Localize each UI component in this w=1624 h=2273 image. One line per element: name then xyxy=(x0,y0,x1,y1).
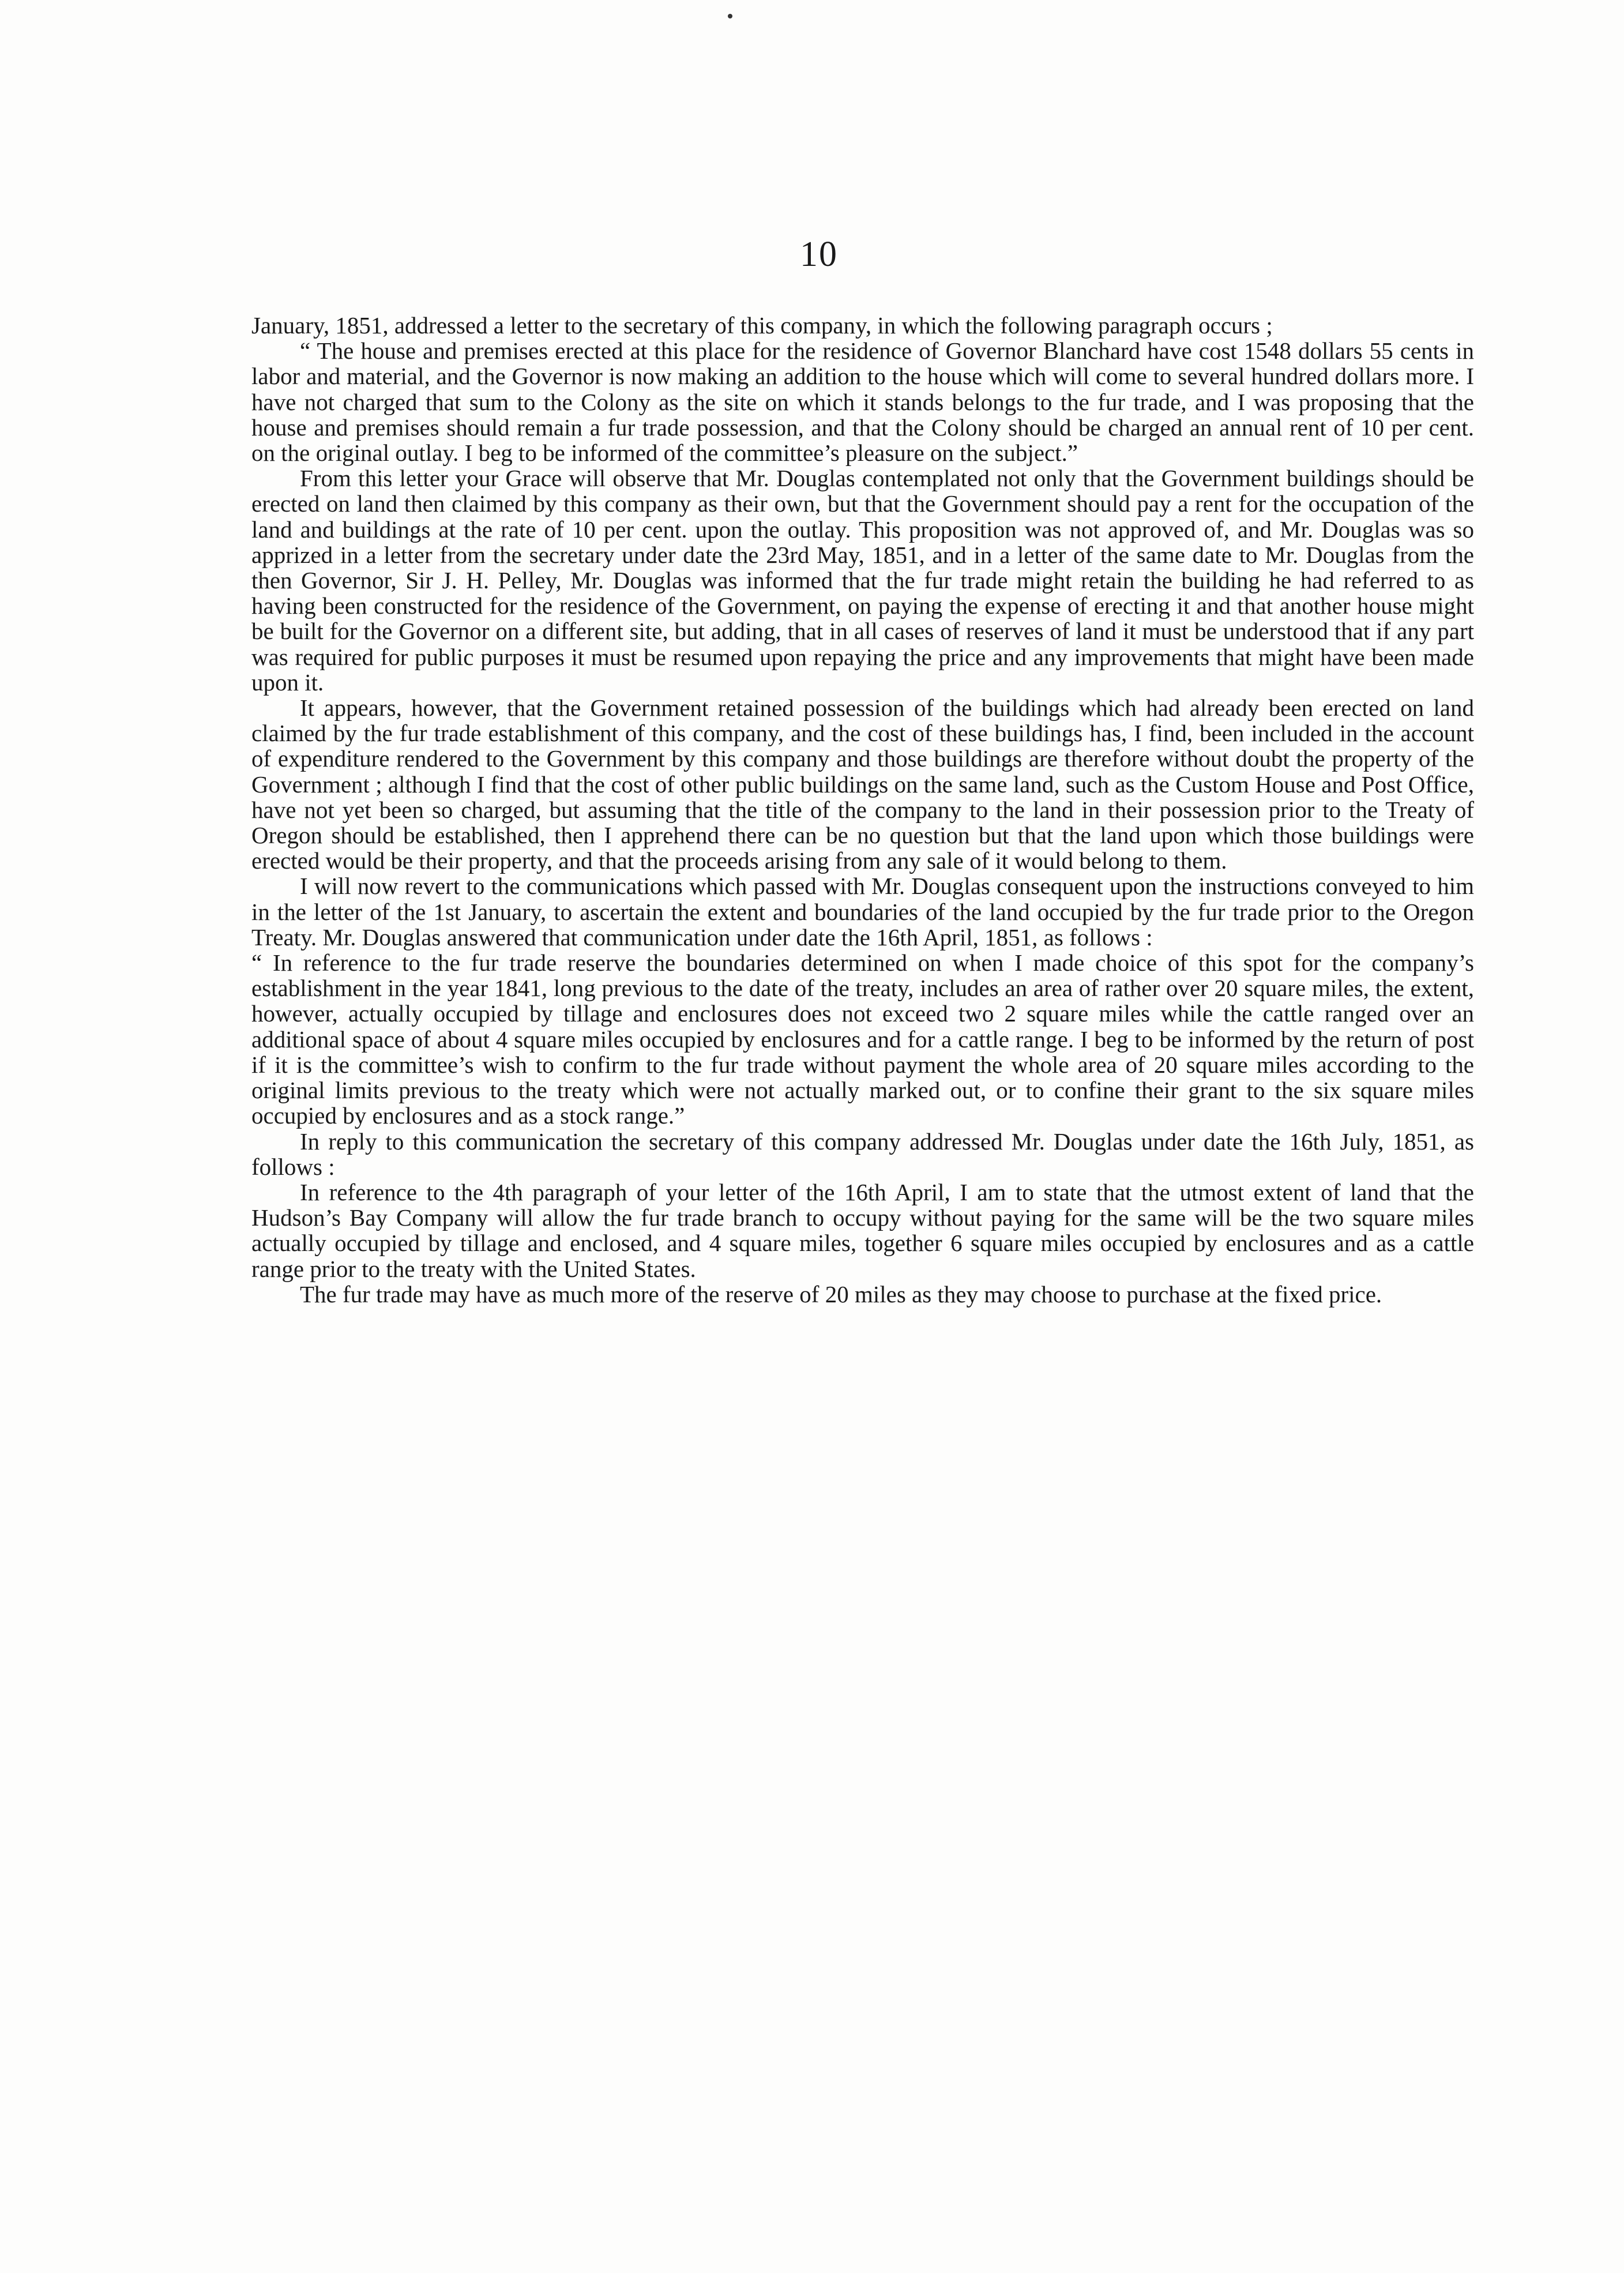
ink-speck xyxy=(728,14,732,18)
paragraph-possession: It appears, however, that the Government retained possession of the buildings which had already been erected on land claimed by the fur trade establishment of this company, and the cost of these buildings has, I find, been included in the account of expenditure rendered to the Government by this company and those buildings are therefore without doubt the property of the Government ; although I find that the cost of other public buildings on the same land, such as the Custom House and Post Office, have not yet been so charged, but assuming that the title of the company to the land in their possession prior to the Treaty of Oregon should be established, then I apprehend there can be no question but that the land upon which those buildings were erected would be their property, and that the proceeds arising from any sale of it would belong to them. xyxy=(251,694,1474,874)
paragraph-government-buildings: From this letter your Grace will observe that Mr. Douglas contemplated not only that the Government buildings should be erected on land then claimed by this company as their own, but that the Government should pay a rent for the occupation of the land and buildings at the rate of 10 per cent. upon the outlay. This proposition was not approved of, and Mr. Douglas was so apprized in a letter from the secretary under date the 23rd May, 1851, and in a letter of the same date to Mr. Douglas from the then Governor, Sir J. H. Pelley, Mr. Douglas was informed that the fur trade might retain the building he had referred to as having been constructed for the residence of the Government, on paying the expense of erecting it and that another house might be built for the Governor on a different site, but adding, that in all cases of reserves of land it must be understood that if any part was required for public purposes it must be resumed upon repaying the price and any improvements that might have been made upon it. xyxy=(251,465,1474,696)
paragraph-continuation: January, 1851, addressed a letter to the secretary of this company, in which the following paragraph occurs ; xyxy=(251,312,1273,339)
paragraph-reply: In reply to this communication the secretary of this company addressed Mr. Douglas under date the 16th July, 1851, as follows : xyxy=(251,1128,1474,1180)
page-number: 10 xyxy=(800,235,838,274)
paragraph-quote-douglas: “ The house and premises erected at this place for the residence of Governor Blanchard have cost 1548 dollars 55 cents in labor and material, and the Governor is now making an addition to the house which will come to several hundred dollars more. I have not charged that sum to the Colony as the site on which it stands belongs to the fur trade, and I was proposing that the house and premises should remain a fur trade possession, and that the Colony should be charged an annual rent of 10 per cent. on the original outlay. I beg to be informed of the committee’s pleasure on the subject.” xyxy=(251,337,1474,467)
body-text xyxy=(251,313,1474,1307)
paragraph-fixed-price: The fur trade may have as much more of the reserve of 20 miles as they may choose to purchase at the fixed price. xyxy=(300,1280,1382,1308)
paragraph-communications: I will now revert to the communications which passed with Mr. Douglas consequent upon the instructions conveyed to him in the letter of the 1st January, to ascertain the extent and boundaries of the land occupied by the fur trade prior to the Oregon Treaty. Mr. Douglas answered that communication under date the 16th April, 1851, as follows : xyxy=(251,873,1474,950)
paragraph-quote-reserve: “ In reference to the fur trade reserve the boundaries determined on when I made choice of this spot for the company’s establishment in the year 1841, long previous to the date of the treaty, includes an area of rather over 20 square miles, the extent, however, actually occupied by tillage and enclosures does not exceed two 2 square miles while the cattle ranged over an additional space of about 4 square miles occupied by enclosures and for a cattle range. I beg to be informed by the return of post if it is the committee’s wish to confirm to the fur trade without payment the whole area of 20 square miles according to the original limits previous to the treaty which were not actually marked out, or to confine their grant to the six square miles occupied by enclosures and as a stock range.” xyxy=(251,949,1474,1129)
paragraph-instruction: In reference to the 4th paragraph of your letter of the 16th April, I am to state that the utmost extent of land that the Hudson’s Bay Company will allow the fur trade branch to occupy without paying for the same will be the two square miles actually occupied by tillage and enclosed, and 4 square miles, together 6 square miles occupied by enclosures and as a cattle range prior to the treaty with the United States. xyxy=(251,1178,1474,1282)
